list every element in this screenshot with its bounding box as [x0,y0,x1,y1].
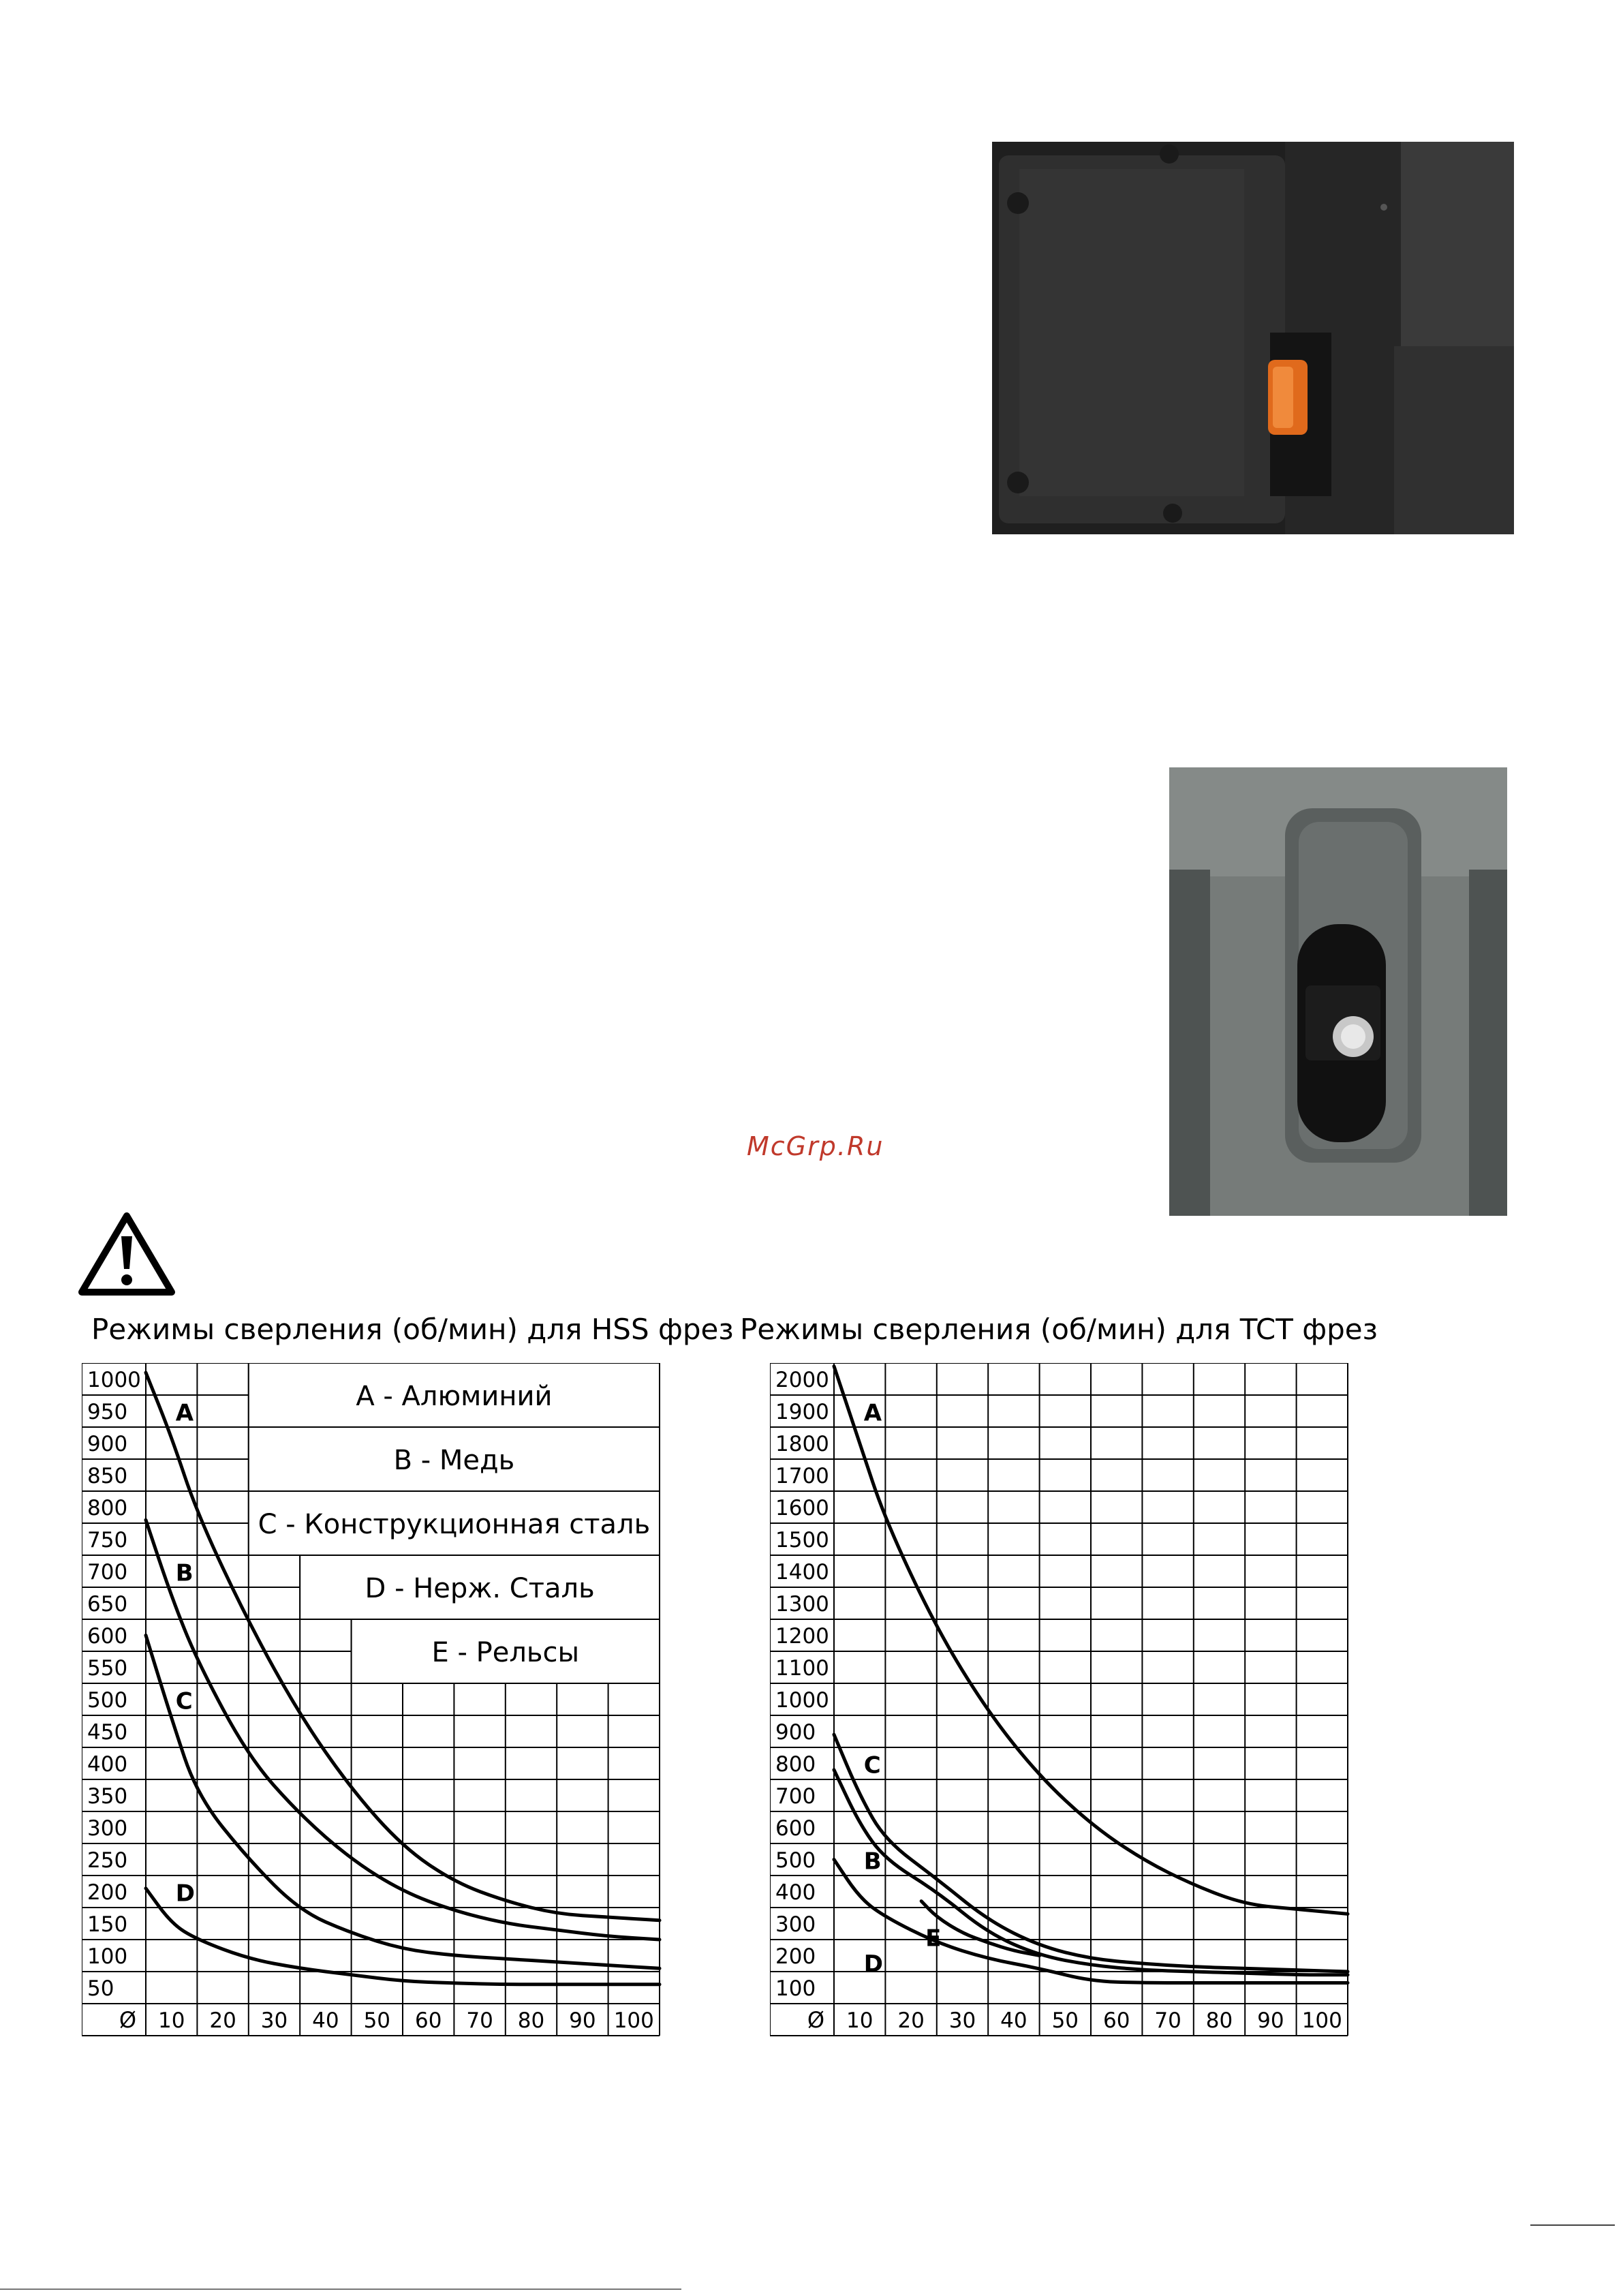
x-tick-label: 50 [363,2008,391,2033]
y-tick-label: 950 [87,1400,128,1424]
y-tick-label: 50 [87,1976,114,2001]
y-tick-label: 2000 [775,1368,829,1392]
y-tick-label: 250 [87,1848,128,1873]
tct-chart-title: Режимы сверления (об/мин) для TCT фрез [740,1313,1378,1346]
y-tick-label: 150 [87,1912,128,1937]
y-tick-label: 500 [775,1848,816,1873]
x-tick-label: 80 [517,2008,545,2033]
y-tick-label: 350 [87,1784,128,1809]
hss-chart-title: Режимы сверления (об/мин) для HSS фрез [91,1313,734,1346]
y-tick-label: 900 [87,1432,128,1456]
y-tick-label: 1900 [775,1400,829,1424]
page-number-rule [1530,2224,1615,2226]
legend-entry: C - Конструкционная сталь [258,1509,651,1540]
x-axis-label: Ø [119,2007,136,2033]
y-tick-label: 600 [87,1624,128,1649]
series-label-D: D [863,1950,883,1978]
y-tick-label: 600 [775,1816,816,1841]
y-tick-label: 1200 [775,1624,829,1649]
x-tick-label: 20 [209,2008,236,2033]
y-tick-label: 650 [87,1592,128,1617]
y-tick-label: 550 [87,1656,128,1681]
y-tick-label: 1000 [87,1368,141,1392]
y-tick-label: 850 [87,1464,128,1488]
x-tick-label: 30 [260,2008,288,2033]
x-axis-label: Ø [807,2007,824,2033]
y-tick-label: 200 [775,1944,816,1969]
y-tick-label: 1600 [775,1496,829,1520]
y-tick-label: 400 [775,1880,816,1905]
y-tick-label: 1800 [775,1432,829,1456]
x-tick-label: 30 [948,2008,976,2033]
x-tick-label: 90 [1257,2008,1284,2033]
x-tick-label: 60 [414,2008,442,2033]
tct-chart-svg [770,1363,1350,2038]
y-tick-label: 300 [775,1912,816,1937]
y-tick-label: 200 [87,1880,128,1905]
x-tick-label: 20 [897,2008,925,2033]
bottom-rule [0,2289,681,2290]
y-tick-label: 900 [775,1720,816,1745]
chart-grid [770,1363,1348,2036]
legend-entry: A - Алюминий [356,1381,553,1412]
hss-chart-svg [82,1363,662,2038]
legend-entry: E - Рельсы [431,1637,580,1668]
x-tick-label: 40 [1000,2008,1027,2033]
y-tick-label: 100 [775,1976,816,2001]
y-tick-label: 100 [87,1944,128,1969]
photo-illustration [992,142,1514,534]
x-tick-label: 10 [846,2008,874,2033]
y-tick-label: 700 [775,1784,816,1809]
series-label-B: B [863,1848,882,1876]
magnet-switch-housing-photo [1169,767,1507,1216]
x-tick-label: 100 [613,2008,654,2033]
watermark: McGrp.Ru [747,1131,884,1161]
y-tick-label: 700 [87,1560,128,1585]
x-tick-label: 100 [1301,2008,1342,2033]
series-label-D: D [175,1880,195,1908]
legend-entry: D - Нерж. Сталь [365,1573,595,1604]
series-label-C: C [175,1687,193,1715]
y-tick-label: 800 [87,1496,128,1520]
y-tick-label: 1000 [775,1688,829,1713]
x-tick-label: 50 [1051,2008,1079,2033]
x-tick-label: 40 [312,2008,339,2033]
y-tick-label: 1100 [775,1656,829,1681]
x-tick-label: 70 [466,2008,493,2033]
series-label-A: A [175,1399,194,1427]
y-tick-label: 400 [87,1752,128,1777]
photo-illustration [1169,767,1507,1216]
series-label-E: E [925,1925,942,1953]
y-tick-label: 1400 [775,1560,829,1585]
y-tick-label: 1500 [775,1528,829,1552]
x-tick-label: 80 [1205,2008,1233,2033]
y-tick-label: 800 [775,1752,816,1777]
x-tick-label: 10 [157,2008,185,2033]
hss-drilling-chart [82,1363,662,2040]
tct-drilling-chart [770,1363,1350,2040]
y-tick-label: 300 [87,1816,128,1841]
x-tick-label: 90 [569,2008,596,2033]
warning-triangle-icon [78,1210,176,1298]
y-tick-label: 500 [87,1688,128,1713]
series-label-B: B [175,1559,194,1587]
y-tick-label: 1300 [775,1592,829,1617]
x-tick-label: 70 [1154,2008,1181,2033]
series-label-C: C [863,1751,881,1779]
y-tick-label: 450 [87,1720,128,1745]
y-tick-label: 1700 [775,1464,829,1488]
legend-entry: B - Медь [393,1445,515,1476]
y-tick-label: 750 [87,1528,128,1552]
x-tick-label: 60 [1102,2008,1130,2033]
series-label-A: A [863,1399,882,1427]
tool-housing-with-orange-switch-photo [992,142,1514,534]
